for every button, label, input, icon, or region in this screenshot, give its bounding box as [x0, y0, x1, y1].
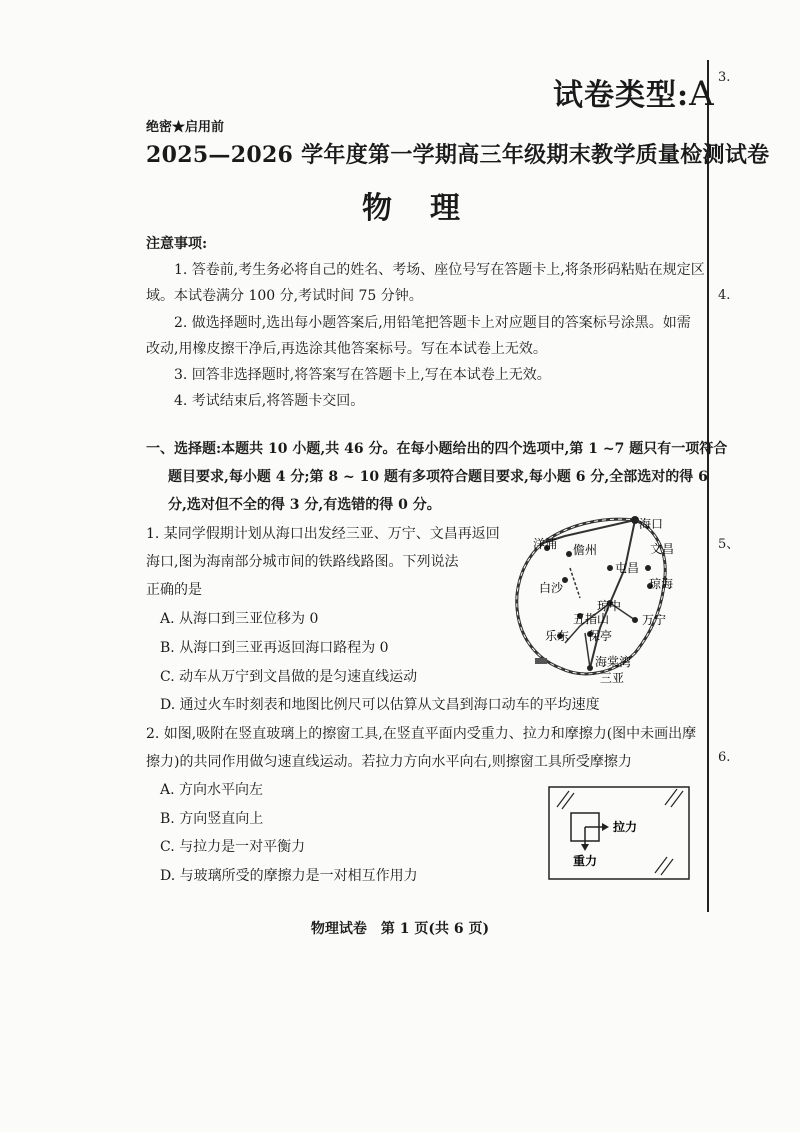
notice-line: 4. 考试结束后,将答题卡交回。 [174, 393, 365, 409]
map-label-wenchang: 文昌 [650, 542, 675, 556]
notice-line: 2. 做选择题时,选出每小题答案后,用铅笔把答题卡上对应题目的答案标号涂黑。如需 [174, 315, 691, 331]
secret-mark: 绝密★启用前 [146, 120, 225, 135]
notice-line: 改动,用橡皮擦干净后,再选涂其他答案标号。写在本试卷上无效。 [146, 341, 547, 357]
map-label-tunchang: 屯昌 [615, 561, 640, 575]
map-label-wanning: 万宁 [642, 613, 667, 627]
page-footer: 物理试卷 第 1 页(共 6 页) [310, 921, 490, 937]
exam-title: 2025—2026 学年度第一学期高三年级期末教学质量检测试卷 [146, 142, 770, 168]
q1-option-d: D. 通过火车时刻表和地图比例尺可以估算从文昌到海口动车的平均速度 [160, 697, 600, 713]
q1-stem: 正确的是 [146, 582, 202, 598]
map-label-danzhou: 儋州 [573, 543, 598, 557]
q2-option-b: B. 方向竖直向上 [160, 811, 264, 827]
margin-number: 4. [718, 288, 731, 303]
map-label-baisha: 白沙 [539, 581, 564, 595]
map-label-baoting: 保亭 [588, 629, 613, 643]
section-heading: 一、选择题:本题共 10 小题,共 46 分。在每小题给出的四个选项中,第 1 ~7 题只有一项符合 [146, 441, 728, 457]
notice-heading: 注意事项: [146, 236, 208, 252]
paper-type [553, 70, 715, 114]
notice-line: 域。本试卷满分 100 分,考试时间 75 分钟。 [146, 288, 423, 304]
q1-stem: 海口,图为海南部分城市间的铁路线路图。下列说法 [146, 554, 459, 570]
margin-number: 6. [718, 750, 731, 765]
paper-type-letter: A [689, 74, 715, 114]
section-heading-cont: 分,选对但不全的得 3 分,有选错的得 0 分。 [168, 497, 441, 513]
map-label-haikou: 海口 [639, 517, 664, 531]
section-heading-cont: 题目要求,每小题 4 分;第 8 ~ 10 题有多项符合题目要求,每小题 6 分,全部选对的得 6 [168, 469, 708, 485]
q2-option-c: C. 与拉力是一对平衡力 [160, 839, 306, 855]
window-cleaner-figure [547, 785, 695, 885]
map-label-wuzhishan: 五指山 [573, 612, 610, 626]
q1-option-a: A. 从海口到三亚位移为 0 [160, 611, 319, 627]
q2-option-a: A. 方向水平向左 [160, 782, 264, 798]
q1-option-b: B. 从海口到三亚再返回海口路程为 0 [160, 640, 389, 656]
map-label-qionghai: 琼海 [649, 577, 674, 591]
map-label-qiongzhong: 琼中 [597, 599, 622, 613]
paper-type-label: 试卷类型: [553, 78, 690, 113]
q2-stem: 2. 如图,吸附在竖直玻璃上的擦窗工具,在竖直平面内受重力、拉力和摩擦力(图中未画出摩 [146, 726, 697, 742]
map-label-sanya: 三亚 [600, 671, 625, 685]
q2-stem: 擦力)的共同作用做匀速直线运动。若拉力方向水平向右,则擦窗工具所受摩擦力 [146, 754, 632, 770]
subject-title: 物理 [362, 191, 498, 226]
map-label-yangpu: 洋浦 [533, 537, 558, 551]
q1-stem: 1. 某同学假期计划从海口出发经三亚、万宁、文昌再返回 [146, 526, 500, 542]
margin-number: 5、 [718, 537, 740, 552]
figure-label-pull: 拉力 [613, 820, 638, 834]
q2-option-d: D. 与玻璃所受的摩擦力是一对相互作用力 [160, 868, 418, 884]
q1-option-c: C. 动车从万宁到文昌做的是匀速直线运动 [160, 669, 418, 685]
map-label-haitangwan: 海棠湾 [595, 655, 632, 669]
notice-line: 3. 回答非选择题时,将答案写在答题卡上,写在本试卷上无效。 [174, 367, 551, 383]
hainan-railway-map [505, 508, 700, 686]
notice-line: 1. 答卷前,考生务必将自己的姓名、考场、座位号写在答题卡上,将条形码粘贴在规定区 [174, 262, 705, 278]
figure-label-gravity: 重力 [573, 854, 598, 868]
map-label-ledong: 乐东 [545, 629, 570, 643]
margin-number: 3. [718, 70, 731, 85]
